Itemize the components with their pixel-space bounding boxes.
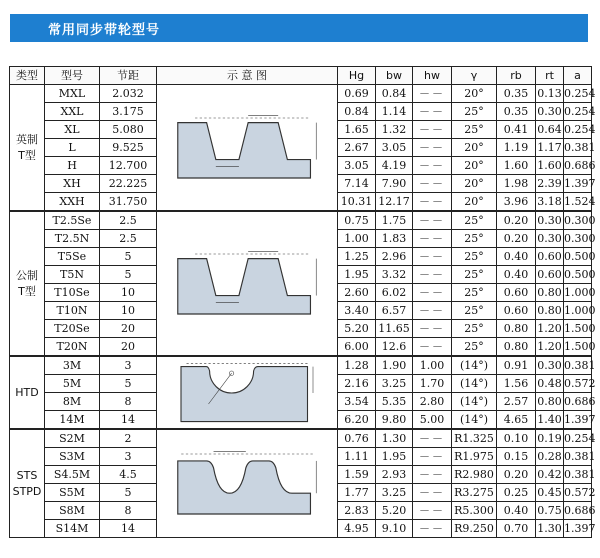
cell-bw: 1.90 xyxy=(376,356,413,375)
cell-pitch: 3 xyxy=(100,356,157,375)
cell-bw: 5.35 xyxy=(376,393,413,411)
cell-a: 1.397 xyxy=(564,175,592,193)
cell-pitch: 5 xyxy=(100,266,157,284)
cell-rt: 0.64 xyxy=(536,121,564,139)
cell-gamma: R1.325 xyxy=(452,429,497,448)
cell-rt: 0.60 xyxy=(536,248,564,266)
cell-bw: 3.25 xyxy=(376,375,413,393)
cell-a: 0.500 xyxy=(564,266,592,284)
cell-bw: 12.17 xyxy=(376,193,413,212)
cell-hw: －－ xyxy=(413,103,452,121)
table-row xyxy=(10,356,592,375)
header-hw: hw xyxy=(413,67,452,85)
cell-rb: 0.20 xyxy=(497,466,536,484)
cell-rb: 3.96 xyxy=(497,193,536,212)
cell-pitch: 5 xyxy=(100,248,157,266)
cell-a: 1.500 xyxy=(564,320,592,338)
header-diagram: 示 意 图 xyxy=(157,67,338,85)
cell-a: 0.686 xyxy=(564,502,592,520)
cell-hw: －－ xyxy=(413,284,452,302)
cell-gamma: R1.975 xyxy=(452,448,497,466)
cell-gamma: R9.250 xyxy=(452,520,497,538)
htd-profile-diagram xyxy=(157,356,338,429)
cell-pitch: 20 xyxy=(100,338,157,357)
cell-a: 0.381 xyxy=(564,139,592,157)
table-body xyxy=(10,85,596,538)
cell-rb: 0.80 xyxy=(497,320,536,338)
cell-pitch: 14 xyxy=(100,411,157,430)
group-type-cell: HTD xyxy=(10,356,45,429)
header-pitch: 节距 xyxy=(100,67,157,85)
cell-rt: 0.30 xyxy=(536,103,564,121)
cell-model: S2M xyxy=(45,429,100,448)
cell-bw: 7.90 xyxy=(376,175,413,193)
cell-rt: 1.20 xyxy=(536,338,564,357)
cell-hw: －－ xyxy=(413,520,452,538)
cell-rb: 0.60 xyxy=(497,302,536,320)
cell-hw: －－ xyxy=(413,466,452,484)
cell-model: 14M xyxy=(45,411,100,430)
cell-rt: 1.60 xyxy=(536,157,564,175)
cell-hg: 0.76 xyxy=(338,429,376,448)
cell-a: 0.686 xyxy=(564,393,592,411)
cell-hg: 1.11 xyxy=(338,448,376,466)
cell-gamma: 20° xyxy=(452,157,497,175)
cell-rt: 1.17 xyxy=(536,139,564,157)
t-profile-diagram-metric xyxy=(157,211,338,356)
header-model: 型号 xyxy=(45,67,100,85)
cell-hg: 0.75 xyxy=(338,211,376,230)
cell-gamma: 25° xyxy=(452,103,497,121)
cell-hg: 3.40 xyxy=(338,302,376,320)
cell-rb: 0.70 xyxy=(497,520,536,538)
cell-pitch: 3.175 xyxy=(100,103,157,121)
cell-hw: －－ xyxy=(413,121,452,139)
cell-hg: 0.84 xyxy=(338,103,376,121)
cell-rb: 0.40 xyxy=(497,266,536,284)
cell-model: T5N xyxy=(45,266,100,284)
cell-a: 0.572 xyxy=(564,375,592,393)
pulley-spec-table xyxy=(9,66,596,538)
cell-rb: 0.91 xyxy=(497,356,536,375)
cell-hw: －－ xyxy=(413,139,452,157)
header-gamma: γ xyxy=(452,67,497,85)
cell-model: H xyxy=(45,157,100,175)
cell-rt: 0.60 xyxy=(536,266,564,284)
cell-bw: 4.19 xyxy=(376,157,413,175)
cell-hw: －－ xyxy=(413,448,452,466)
cell-hw: －－ xyxy=(413,211,452,230)
cell-rt: 0.13 xyxy=(536,85,564,103)
cell-hg: 10.31 xyxy=(338,193,376,212)
cell-rt: 0.42 xyxy=(536,466,564,484)
cell-a: 0.254 xyxy=(564,85,592,103)
cell-model: MXL xyxy=(45,85,100,103)
cell-rb: 1.60 xyxy=(497,157,536,175)
cell-pitch: 31.750 xyxy=(100,193,157,212)
header-rt: rt xyxy=(536,67,564,85)
header-row xyxy=(10,67,592,85)
cell-rb: 0.15 xyxy=(497,448,536,466)
cell-hw: －－ xyxy=(413,230,452,248)
cell-model: T2.5N xyxy=(45,230,100,248)
cell-model: XH xyxy=(45,175,100,193)
cell-a: 0.686 xyxy=(564,157,592,175)
cell-pitch: 5.080 xyxy=(100,121,157,139)
page-title: 常用同步带轮型号 xyxy=(48,23,161,38)
cell-model: T10N xyxy=(45,302,100,320)
cell-model: 5M xyxy=(45,375,100,393)
cell-gamma: (14°) xyxy=(452,411,497,430)
t-profile-diagram-imperial xyxy=(157,85,338,212)
cell-model: XXH xyxy=(45,193,100,212)
cell-gamma: 25° xyxy=(452,284,497,302)
cell-rt: 1.20 xyxy=(536,320,564,338)
group-type-cell: 英制 T型 xyxy=(10,85,45,212)
cell-gamma: 25° xyxy=(452,302,497,320)
cell-bw: 1.32 xyxy=(376,121,413,139)
cell-hg: 2.16 xyxy=(338,375,376,393)
cell-hg: 3.05 xyxy=(338,157,376,175)
cell-bw: 2.93 xyxy=(376,466,413,484)
cell-hg: 1.95 xyxy=(338,266,376,284)
cell-a: 1.397 xyxy=(564,411,592,430)
cell-pitch: 10 xyxy=(100,284,157,302)
group-type-cell: 公制 T型 xyxy=(10,211,45,356)
table-row xyxy=(10,429,592,448)
cell-rb: 0.60 xyxy=(497,284,536,302)
cell-pitch: 8 xyxy=(100,502,157,520)
header-a: a xyxy=(564,67,592,85)
cell-bw: 9.80 xyxy=(376,411,413,430)
cell-model: 3M xyxy=(45,356,100,375)
cell-model: T10Se xyxy=(45,284,100,302)
cell-a: 0.300 xyxy=(564,230,592,248)
cell-rb: 1.98 xyxy=(497,175,536,193)
cell-bw: 5.20 xyxy=(376,502,413,520)
cell-rt: 1.40 xyxy=(536,411,564,430)
cell-hg: 1.77 xyxy=(338,484,376,502)
cell-hw: －－ xyxy=(413,302,452,320)
cell-hw: －－ xyxy=(413,266,452,284)
cell-rt: 0.30 xyxy=(536,211,564,230)
cell-bw: 12.6 xyxy=(376,338,413,357)
cell-hw: －－ xyxy=(413,193,452,212)
cell-bw: 1.75 xyxy=(376,211,413,230)
cell-rb: 0.80 xyxy=(497,338,536,357)
cell-a: 0.254 xyxy=(564,103,592,121)
cell-a: 0.381 xyxy=(564,448,592,466)
cell-model: L xyxy=(45,139,100,157)
cell-bw: 3.05 xyxy=(376,139,413,157)
cell-rb: 0.35 xyxy=(497,103,536,121)
cell-model: S14M xyxy=(45,520,100,538)
cell-gamma: (14°) xyxy=(452,356,497,375)
cell-a: 1.000 xyxy=(564,284,592,302)
cell-hg: 1.28 xyxy=(338,356,376,375)
cell-gamma: 20° xyxy=(452,85,497,103)
cell-hg: 7.14 xyxy=(338,175,376,193)
cell-pitch: 2.032 xyxy=(100,85,157,103)
cell-gamma: R5.300 xyxy=(452,502,497,520)
cell-hw: 5.00 xyxy=(413,411,452,430)
cell-pitch: 5 xyxy=(100,484,157,502)
cell-rb: 0.20 xyxy=(497,230,536,248)
cell-hg: 1.25 xyxy=(338,248,376,266)
header-bw: bw xyxy=(376,67,413,85)
header-hg: Hg xyxy=(338,67,376,85)
cell-hw: －－ xyxy=(413,338,452,357)
cell-a: 1.000 xyxy=(564,302,592,320)
cell-hg: 1.65 xyxy=(338,121,376,139)
cell-model: XL xyxy=(45,121,100,139)
cell-rt: 0.45 xyxy=(536,484,564,502)
cell-rt: 0.80 xyxy=(536,302,564,320)
cell-rb: 2.57 xyxy=(497,393,536,411)
cell-gamma: 25° xyxy=(452,121,497,139)
cell-hw: －－ xyxy=(413,175,452,193)
cell-hg: 6.00 xyxy=(338,338,376,357)
cell-bw: 6.57 xyxy=(376,302,413,320)
cell-a: 0.300 xyxy=(564,211,592,230)
cell-model: 8M xyxy=(45,393,100,411)
cell-bw: 2.96 xyxy=(376,248,413,266)
cell-a: 1.524 xyxy=(564,193,592,212)
table-row xyxy=(10,211,592,230)
cell-gamma: 25° xyxy=(452,266,497,284)
cell-hw: －－ xyxy=(413,320,452,338)
cell-a: 0.500 xyxy=(564,248,592,266)
sts-profile-diagram xyxy=(157,429,338,538)
title-banner xyxy=(10,14,588,42)
cell-pitch: 9.525 xyxy=(100,139,157,157)
cell-gamma: (14°) xyxy=(452,393,497,411)
cell-bw: 1.30 xyxy=(376,429,413,448)
cell-gamma: 25° xyxy=(452,211,497,230)
cell-hg: 6.20 xyxy=(338,411,376,430)
cell-rb: 0.40 xyxy=(497,502,536,520)
cell-hw: －－ xyxy=(413,484,452,502)
cell-gamma: 20° xyxy=(452,139,497,157)
cell-rt: 0.30 xyxy=(536,356,564,375)
cell-rt: 0.19 xyxy=(536,429,564,448)
cell-rb: 0.40 xyxy=(497,248,536,266)
cell-hg: 2.83 xyxy=(338,502,376,520)
cell-rb: 0.25 xyxy=(497,484,536,502)
cell-a: 1.397 xyxy=(564,520,592,538)
cell-bw: 1.14 xyxy=(376,103,413,121)
cell-gamma: 25° xyxy=(452,248,497,266)
header-type: 类型 xyxy=(10,67,45,85)
cell-bw: 11.65 xyxy=(376,320,413,338)
cell-pitch: 2.5 xyxy=(100,211,157,230)
cell-pitch: 12.700 xyxy=(100,157,157,175)
cell-hw: －－ xyxy=(413,157,452,175)
cell-rt: 0.80 xyxy=(536,393,564,411)
cell-model: S5M xyxy=(45,484,100,502)
cell-gamma: (14°) xyxy=(452,375,497,393)
cell-a: 0.381 xyxy=(564,356,592,375)
cell-bw: 1.95 xyxy=(376,448,413,466)
cell-hg: 3.54 xyxy=(338,393,376,411)
cell-hw: －－ xyxy=(413,502,452,520)
cell-model: T20N xyxy=(45,338,100,357)
cell-hg: 2.60 xyxy=(338,284,376,302)
cell-pitch: 20 xyxy=(100,320,157,338)
cell-pitch: 14 xyxy=(100,520,157,538)
cell-gamma: 25° xyxy=(452,320,497,338)
cell-bw: 1.83 xyxy=(376,230,413,248)
cell-pitch: 2 xyxy=(100,429,157,448)
cell-gamma: 25° xyxy=(452,338,497,357)
cell-rb: 4.65 xyxy=(497,411,536,430)
cell-hg: 1.00 xyxy=(338,230,376,248)
cell-rb: 1.19 xyxy=(497,139,536,157)
cell-pitch: 2.5 xyxy=(100,230,157,248)
cell-hw: －－ xyxy=(413,248,452,266)
cell-gamma: 20° xyxy=(452,175,497,193)
cell-bw: 3.25 xyxy=(376,484,413,502)
cell-rb: 0.41 xyxy=(497,121,536,139)
cell-bw: 3.32 xyxy=(376,266,413,284)
cell-hw: －－ xyxy=(413,429,452,448)
cell-bw: 6.02 xyxy=(376,284,413,302)
table-row xyxy=(10,85,592,103)
group-type-cell: STS STPD xyxy=(10,429,45,538)
cell-rb: 1.56 xyxy=(497,375,536,393)
cell-a: 0.254 xyxy=(564,121,592,139)
cell-pitch: 3 xyxy=(100,448,157,466)
cell-rt: 2.39 xyxy=(536,175,564,193)
cell-rt: 0.80 xyxy=(536,284,564,302)
cell-rt: 0.28 xyxy=(536,448,564,466)
cell-hw: －－ xyxy=(413,85,452,103)
header-rb: rb xyxy=(497,67,536,85)
cell-gamma: R2.980 xyxy=(452,466,497,484)
cell-hg: 4.95 xyxy=(338,520,376,538)
cell-model: T5Se xyxy=(45,248,100,266)
cell-hg: 2.67 xyxy=(338,139,376,157)
cell-gamma: R3.275 xyxy=(452,484,497,502)
cell-model: XXL xyxy=(45,103,100,121)
cell-rb: 0.35 xyxy=(497,85,536,103)
cell-rt: 3.18 xyxy=(536,193,564,212)
cell-rb: 0.20 xyxy=(497,211,536,230)
cell-rt: 0.48 xyxy=(536,375,564,393)
cell-hg: 5.20 xyxy=(338,320,376,338)
cell-a: 0.381 xyxy=(564,466,592,484)
cell-rt: 0.30 xyxy=(536,230,564,248)
cell-pitch: 4.5 xyxy=(100,466,157,484)
cell-a: 1.500 xyxy=(564,338,592,357)
cell-model: T20Se xyxy=(45,320,100,338)
cell-gamma: 25° xyxy=(452,230,497,248)
cell-bw: 0.84 xyxy=(376,85,413,103)
cell-pitch: 10 xyxy=(100,302,157,320)
cell-hw: 2.80 xyxy=(413,393,452,411)
cell-pitch: 5 xyxy=(100,375,157,393)
cell-rt: 1.30 xyxy=(536,520,564,538)
cell-model: S8M xyxy=(45,502,100,520)
cell-hw: 1.70 xyxy=(413,375,452,393)
cell-hg: 1.59 xyxy=(338,466,376,484)
cell-gamma: 20° xyxy=(452,193,497,212)
cell-rt: 0.75 xyxy=(536,502,564,520)
cell-hw: 1.00 xyxy=(413,356,452,375)
cell-a: 0.572 xyxy=(564,484,592,502)
cell-hg: 0.69 xyxy=(338,85,376,103)
cell-rb: 0.10 xyxy=(497,429,536,448)
cell-model: S3M xyxy=(45,448,100,466)
cell-a: 0.254 xyxy=(564,429,592,448)
cell-pitch: 22.225 xyxy=(100,175,157,193)
cell-pitch: 8 xyxy=(100,393,157,411)
cell-bw: 9.10 xyxy=(376,520,413,538)
cell-model: T2.5Se xyxy=(45,211,100,230)
cell-model: S4.5M xyxy=(45,466,100,484)
